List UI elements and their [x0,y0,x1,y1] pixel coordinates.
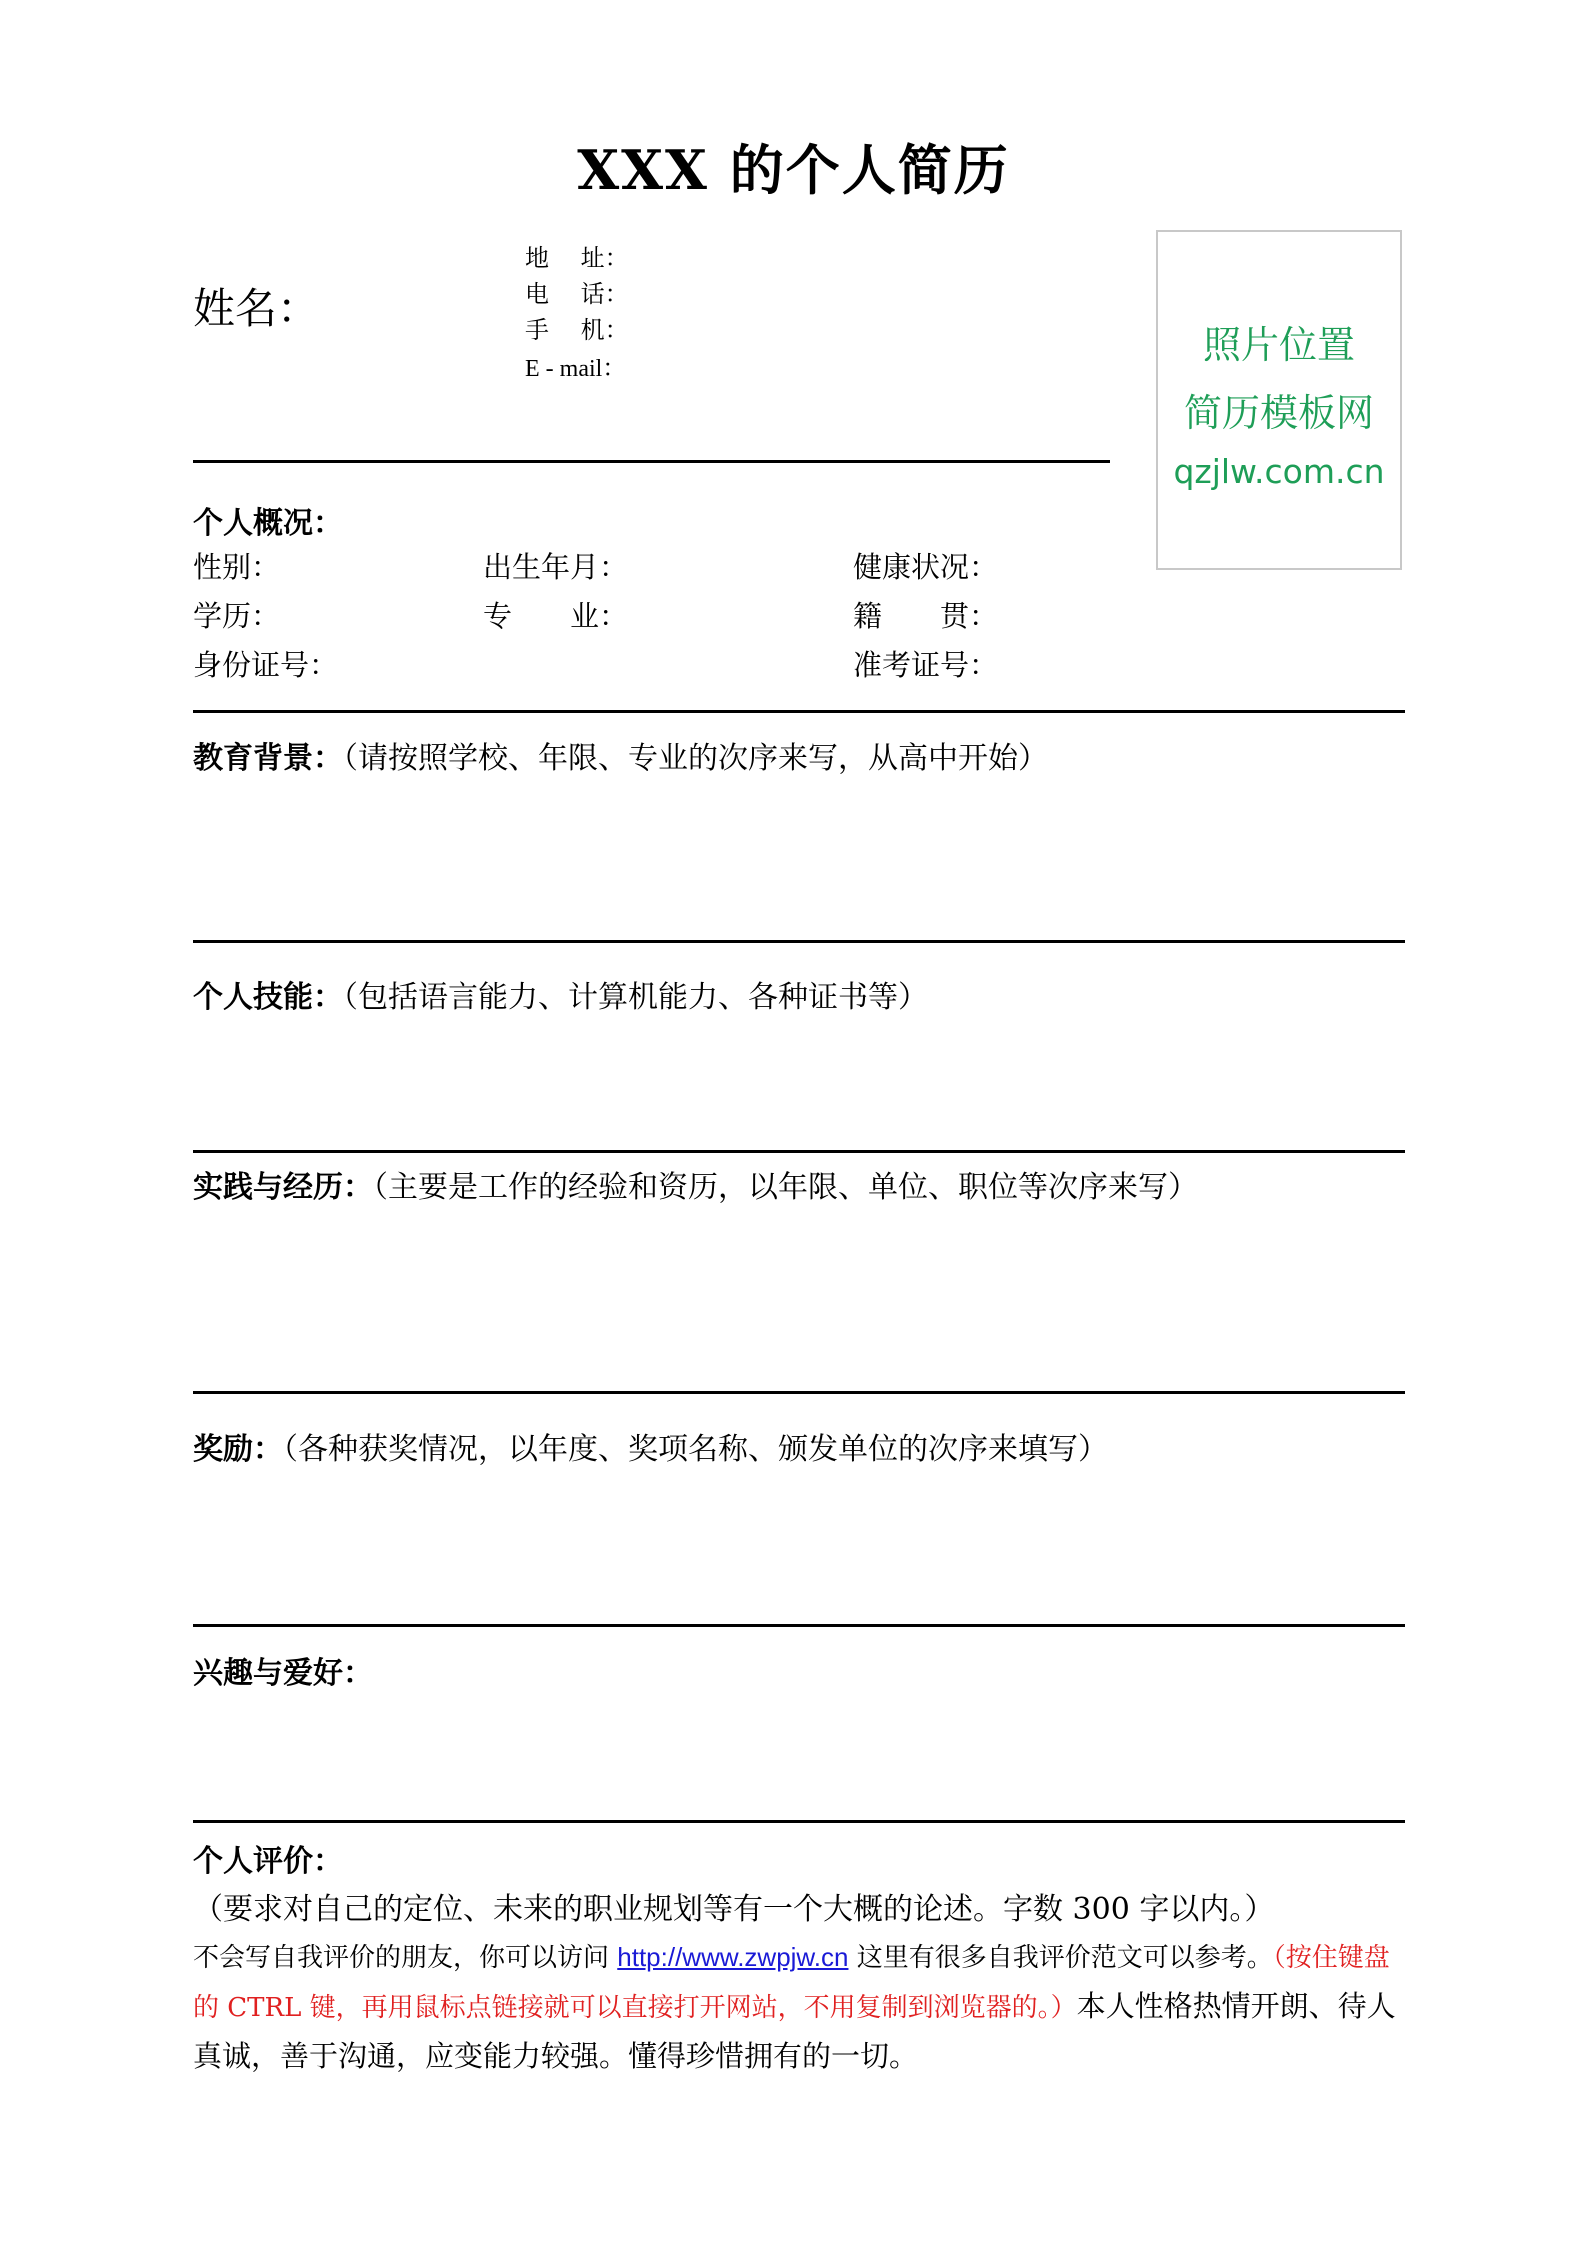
divider-skills [193,1150,1405,1153]
evaluation-body: 本人性格热情开朗、待人真诚，善于沟通，应变能力较强。懂得珍惜拥有的一切。 [193,1989,1396,2073]
skills-section-heading: 个人技能：（包括语言能力、计算机能力、各种证书等） [193,980,928,1015]
note-text-2: 这里有很多自我评价范文可以参考。 [848,1943,1273,1973]
note-text-1: 不会写自我评价的朋友，你可以访问 [193,1943,618,1973]
divider-education [193,940,1405,943]
photo-placeholder [1156,230,1402,570]
mobile-label: 手 机： [525,316,629,344]
education-section-heading: 教育背景：（请按照学校、年限、专业的次序来写，从高中开始） [193,741,1048,776]
phone-label: 电 话： [525,280,629,308]
note-red-text: （按住键盘的 CTRL 键，再用鼠标点链接就可以直接打开网站，不用复制到浏览器的。） [193,1943,1390,2023]
personal-heading: 个人概况： [193,506,343,541]
address-label: 地 址： [525,244,629,272]
email-label: E - mail： [525,356,627,382]
divider-personal [193,710,1405,713]
evaluation-section-heading: 个人评价：（要求对自己的定位、未来的职业规划等有一个大概的论述。字数 300 字以内。） [193,1844,1275,1927]
name-label: 姓名： [193,284,320,333]
divider-hobbies [193,1820,1405,1823]
divider-experience [193,1391,1405,1394]
evaluation-note [193,1932,1405,2080]
photo-line-2: 简历模板网 [1183,391,1374,435]
health-label: 健康状况： [853,550,999,584]
gender-label: 性别： [193,550,281,584]
id-number-label: 身份证号： [193,648,339,682]
major-label: 专 业： [483,599,629,633]
page-title: XXX 的个人简历 [577,138,1010,202]
divider-header [193,460,1110,463]
birth-label: 出生年月： [483,550,629,584]
photo-line-3: qzjlw.com.cn [1173,452,1385,491]
zwpjw-link[interactable]: http://www.zwpjw.cn [617,1942,849,1972]
native-label: 籍 贯： [853,599,999,633]
photo-line-1: 照片位置 [1202,323,1355,367]
hobbies-section-heading: 兴趣与爱好： [193,1656,373,1691]
exam-number-label: 准考证号： [853,648,999,682]
experience-section-heading: 实践与经历：（主要是工作的经验和资历，以年限、单位、职位等次序来写） [193,1170,1198,1205]
education-label: 学历： [193,599,281,633]
awards-section-heading: 奖励：（各种获奖情况，以年度、奖项名称、颁发单位的次序来填写） [193,1432,1108,1467]
divider-awards [193,1624,1405,1627]
